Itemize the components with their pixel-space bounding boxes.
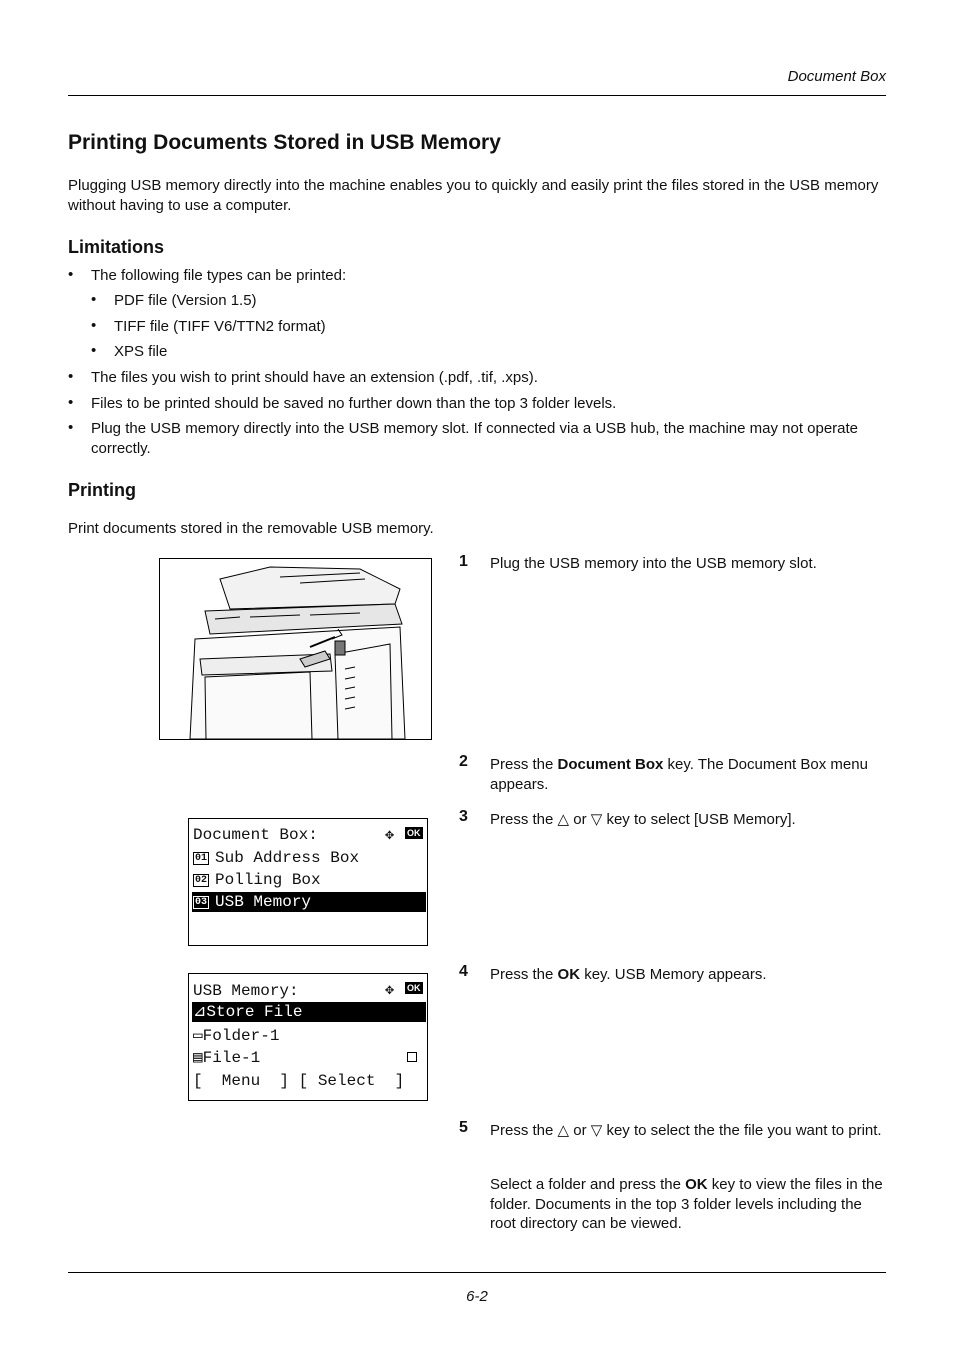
folder-icon: ▭ bbox=[193, 1027, 203, 1045]
step-text: Press the Document Box key. The Document Box menu appears. bbox=[490, 756, 868, 793]
step-note: Select a folder and press the OK key to view the files in the folder. Documents in the top 3 folder levels including the root directory can be viewed. bbox=[490, 1176, 883, 1232]
limitations-heading: Limitations bbox=[68, 237, 165, 257]
header-rule bbox=[68, 95, 886, 96]
step-text: Press the OK key. USB Memory appears. bbox=[490, 966, 767, 983]
menu-item-sub-address-box[interactable]: 01 Sub Address Box bbox=[195, 849, 360, 867]
lcd-document-box bbox=[188, 818, 428, 946]
bullet: • bbox=[91, 342, 97, 359]
document-box-key: Document Box bbox=[557, 756, 664, 773]
bullet: • bbox=[91, 317, 97, 334]
lcd-usb-memory bbox=[188, 973, 428, 1101]
running-header: Document Box bbox=[787, 68, 886, 85]
page-number: 6-2 bbox=[466, 1288, 488, 1305]
filetype-item: PDF file (Version 1.5) bbox=[114, 292, 257, 309]
printer-usb-icon bbox=[160, 559, 431, 739]
intro-paragraph: Plugging USB memory directly into the machine enables you to quickly and easily print the files stored in the USB memory without having to use a computer. bbox=[68, 177, 879, 214]
cross-arrow-icon: ✥ bbox=[385, 827, 395, 844]
lcd-title: Document Box: bbox=[193, 826, 318, 844]
footer-rule bbox=[68, 1272, 886, 1273]
bullet: • bbox=[68, 419, 74, 436]
filetype-item: TIFF file (TIFF V6/TTN2 format) bbox=[114, 318, 326, 335]
ok-icon: OK bbox=[407, 828, 421, 838]
limitation-item: Files to be printed should be saved no further down than the top 3 folder levels. bbox=[91, 395, 617, 412]
menu-item-polling-box[interactable]: 02 Polling Box bbox=[195, 871, 321, 889]
bullet: • bbox=[91, 291, 97, 308]
file-icon: ▤ bbox=[193, 1049, 203, 1067]
ok-key: OK bbox=[685, 1176, 708, 1193]
bullet: • bbox=[68, 266, 74, 283]
lcd-title: USB Memory: bbox=[193, 982, 299, 1000]
bullet: • bbox=[68, 394, 74, 411]
menu-item-file[interactable]: ▤File-1 bbox=[193, 1049, 261, 1067]
menu-item-usb-memory[interactable]: 03 USB Memory bbox=[192, 892, 426, 912]
machine-illustration bbox=[159, 558, 432, 740]
filetype-item: XPS file bbox=[114, 343, 168, 360]
store-icon: ⊿ bbox=[193, 1003, 207, 1021]
step-number: 4 bbox=[459, 963, 468, 980]
step-text: Press the △ or ▽ key to select [USB Memory]. bbox=[490, 811, 796, 828]
step-number: 3 bbox=[459, 808, 468, 825]
step-number: 5 bbox=[459, 1119, 468, 1136]
menu-item-folder[interactable]: ▭Folder-1 bbox=[193, 1027, 280, 1045]
limitation-item: The files you wish to print should have an extension (.pdf, .tif, .xps). bbox=[91, 369, 538, 386]
printing-paragraph: Print documents stored in the removable USB memory. bbox=[68, 520, 434, 537]
ok-icon: OK bbox=[407, 983, 421, 993]
cross-arrow-icon: ✥ bbox=[385, 982, 395, 999]
step-number: 2 bbox=[459, 753, 468, 770]
limitation-item: The following file types can be printed: bbox=[91, 267, 347, 284]
step-text: Plug the USB memory into the USB memory slot. bbox=[490, 555, 817, 572]
checkbox[interactable] bbox=[407, 1052, 417, 1062]
menu-item-store-file[interactable]: ⊿Store File bbox=[192, 1002, 426, 1022]
ok-key: OK bbox=[557, 966, 581, 983]
limitation-item: Plug the USB memory directly into the USB memory slot. If connected via a USB hub, the machine may not operate correctly. bbox=[91, 420, 859, 457]
step-number: 1 bbox=[459, 553, 468, 570]
bullet: • bbox=[68, 368, 74, 385]
step-text: Press the △ or ▽ key to select the the file you want to print. bbox=[490, 1122, 882, 1139]
printing-heading: Printing bbox=[68, 480, 136, 500]
softkey-bar[interactable]: [ Menu ] [ Select ] bbox=[193, 1072, 405, 1090]
page-title: Printing Documents Stored in USB Memory bbox=[68, 131, 501, 154]
